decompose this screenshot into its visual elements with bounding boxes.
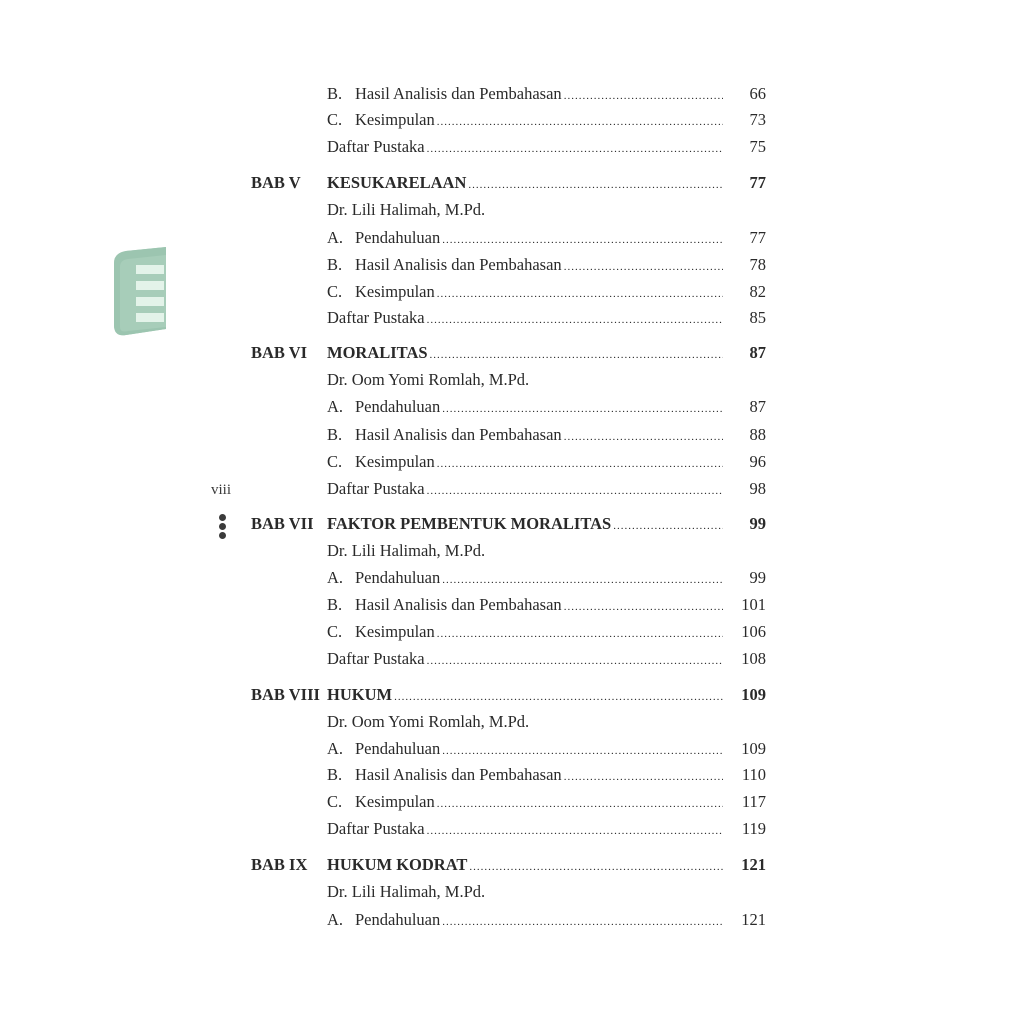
entry-title: Pendahuluan xyxy=(355,568,441,587)
entry-letter: B. xyxy=(327,425,343,444)
toc-entry xyxy=(327,108,723,132)
chapter-author xyxy=(0,198,1024,222)
toc-entry xyxy=(327,566,723,590)
chapter-heading[interactable] xyxy=(0,512,1024,536)
page-number-ref: 99 xyxy=(749,514,766,533)
entry-letter: C. xyxy=(327,452,343,471)
chapter-label: BAB VIII xyxy=(251,685,320,704)
author-name: Dr. Lili Halimah, M.Pd. xyxy=(327,541,486,560)
dot-leader xyxy=(564,599,723,615)
toc-entry xyxy=(327,683,723,707)
dot-leader xyxy=(437,286,723,302)
entry-letter: C. xyxy=(327,792,343,811)
entry-title: KESUKARELAAN xyxy=(327,173,467,192)
author-name: Dr. Lili Halimah, M.Pd. xyxy=(327,882,486,901)
dot-leader xyxy=(442,401,723,417)
toc-row[interactable] xyxy=(0,395,1024,419)
dot-leader xyxy=(427,312,723,328)
toc-row[interactable] xyxy=(0,108,1024,132)
page-number-ref: 121 xyxy=(741,855,766,874)
toc-entry xyxy=(327,135,723,159)
toc-entry xyxy=(327,817,723,841)
page-number-ref: 82 xyxy=(749,282,766,301)
entry-title: Pendahuluan xyxy=(355,228,441,247)
toc-row[interactable] xyxy=(0,566,1024,590)
page-number-ref: 87 xyxy=(749,397,766,416)
page-number-ref: 77 xyxy=(749,173,766,192)
entry-letter: B. xyxy=(327,84,343,103)
chapter-heading[interactable] xyxy=(0,171,1024,195)
page-number-ref: 108 xyxy=(741,649,766,668)
dot-leader xyxy=(437,796,723,812)
page-number-ref: 99 xyxy=(749,568,766,587)
toc-entry xyxy=(327,908,723,932)
entry-letter: A. xyxy=(327,739,344,758)
entry-title: Pendahuluan xyxy=(355,739,441,758)
toc-row[interactable] xyxy=(0,477,1024,501)
toc-row[interactable] xyxy=(0,226,1024,250)
dot-leader xyxy=(442,743,723,759)
page-number-ref: 87 xyxy=(749,343,766,362)
page-number-ref: 101 xyxy=(741,595,766,614)
page-number-ref: 96 xyxy=(749,452,766,471)
toc-entry xyxy=(327,226,723,250)
entry-title: Hasil Analisis dan Pembahasan xyxy=(355,425,562,444)
dot-leader xyxy=(468,177,723,193)
page-number-ref: 75 xyxy=(749,137,766,156)
dot-leader xyxy=(564,88,723,104)
page-number-ref: 66 xyxy=(749,84,766,103)
page-number-ref: 110 xyxy=(741,765,766,784)
entry-letter: A. xyxy=(327,568,344,587)
entry-letter: C. xyxy=(327,110,343,129)
toc-row[interactable] xyxy=(0,763,1024,787)
entry-title: HUKUM KODRAT xyxy=(327,855,468,874)
dot-leader xyxy=(427,823,723,839)
dot-leader xyxy=(427,141,723,157)
toc-entry xyxy=(327,82,723,106)
dot-leader xyxy=(394,689,723,705)
toc-row[interactable] xyxy=(0,908,1024,932)
chapter-label: BAB IX xyxy=(251,855,308,874)
chapter-author xyxy=(0,880,1024,904)
toc-entry xyxy=(327,253,723,277)
toc-row[interactable] xyxy=(0,423,1024,447)
toc-row[interactable] xyxy=(0,620,1024,644)
entry-title: HUKUM xyxy=(327,685,393,704)
toc-entry xyxy=(327,341,723,365)
toc-row[interactable] xyxy=(0,82,1024,106)
dot-leader xyxy=(613,518,723,534)
entry-letter: A. xyxy=(327,910,344,929)
dot-leader xyxy=(564,769,723,785)
toc-row[interactable] xyxy=(0,450,1024,474)
entry-title: Hasil Analisis dan Pembahasan xyxy=(355,595,562,614)
entry-letter: A. xyxy=(327,228,344,247)
page-number-ref: 73 xyxy=(749,110,766,129)
entry-title: Hasil Analisis dan Pembahasan xyxy=(355,84,562,103)
chapter-label: BAB VII xyxy=(251,514,314,533)
chapter-author xyxy=(0,539,1024,563)
page-number: viii xyxy=(211,482,232,498)
dot-leader xyxy=(469,859,723,875)
entry-title: Kesimpulan xyxy=(355,452,435,471)
entry-title: MORALITAS xyxy=(327,343,428,362)
toc-entry xyxy=(327,647,723,671)
page-number-ref: 77 xyxy=(749,228,766,247)
toc-entry xyxy=(327,620,723,644)
entry-title: Kesimpulan xyxy=(355,792,435,811)
page-number-ref: 98 xyxy=(749,479,766,498)
page-number-ref: 109 xyxy=(741,739,766,758)
entry-title: Hasil Analisis dan Pembahasan xyxy=(355,255,562,274)
entry-title: Kesimpulan xyxy=(355,282,435,301)
chapter-author xyxy=(0,368,1024,392)
toc-entry xyxy=(327,423,723,447)
toc-entry xyxy=(327,790,723,814)
dot-leader xyxy=(442,914,723,930)
toc-entry xyxy=(327,395,723,419)
dot-leader xyxy=(427,483,723,499)
author-name: Dr. Lili Halimah, M.Pd. xyxy=(327,200,486,219)
entry-title: Daftar Pustaka xyxy=(327,649,425,668)
page-number-ref: 119 xyxy=(741,819,766,838)
dot-leader xyxy=(437,114,723,130)
toc-row[interactable] xyxy=(0,253,1024,277)
toc-entry xyxy=(327,171,723,195)
dot-leader xyxy=(564,259,723,275)
page-number-ref: 121 xyxy=(741,910,766,929)
entry-letter: B. xyxy=(327,255,343,274)
page-number-ref: 109 xyxy=(741,685,766,704)
toc-row[interactable] xyxy=(0,135,1024,159)
entry-letter: C. xyxy=(327,282,343,301)
chapter-heading[interactable] xyxy=(0,683,1024,707)
chapter-label: BAB V xyxy=(251,173,301,192)
toc-row[interactable] xyxy=(0,280,1024,304)
toc-entry xyxy=(327,477,723,501)
page-number-ref: 106 xyxy=(741,622,766,641)
entry-title: Kesimpulan xyxy=(355,622,435,641)
author-name: Dr. Oom Yomi Romlah, M.Pd. xyxy=(327,712,530,731)
entry-title: Pendahuluan xyxy=(355,397,441,416)
dot-leader xyxy=(437,456,723,472)
page-number-ref: 117 xyxy=(741,792,766,811)
toc-row[interactable] xyxy=(0,817,1024,841)
entry-title: Daftar Pustaka xyxy=(327,819,425,838)
entry-title: Daftar Pustaka xyxy=(327,479,425,498)
dot-leader xyxy=(564,429,723,445)
toc-entry xyxy=(327,593,723,617)
toc-row[interactable] xyxy=(0,647,1024,671)
chapter-author xyxy=(0,710,1024,734)
dot-leader xyxy=(442,572,723,588)
toc-entry xyxy=(327,737,723,761)
toc-entry xyxy=(327,280,723,304)
toc-entry xyxy=(327,763,723,787)
entry-letter: A. xyxy=(327,397,344,416)
entry-letter: B. xyxy=(327,765,343,784)
page-number-ref: 88 xyxy=(749,425,766,444)
dot-leader xyxy=(442,232,723,248)
entry-letter: C. xyxy=(327,622,343,641)
chapter-label: BAB VI xyxy=(251,343,308,362)
entry-title: Daftar Pustaka xyxy=(327,137,425,156)
toc-entry xyxy=(327,306,723,330)
entry-title: Kesimpulan xyxy=(355,110,435,129)
entry-letter: B. xyxy=(327,595,343,614)
page-number-ref: 85 xyxy=(749,308,766,327)
toc-row[interactable] xyxy=(0,737,1024,761)
toc-row[interactable] xyxy=(0,306,1024,330)
toc-row[interactable] xyxy=(0,593,1024,617)
chapter-heading[interactable] xyxy=(0,341,1024,365)
entry-title: Hasil Analisis dan Pembahasan xyxy=(355,765,562,784)
chapter-heading[interactable] xyxy=(0,853,1024,877)
toc-entry xyxy=(327,450,723,474)
entry-title: FAKTOR PEMBENTUK MORALITAS xyxy=(327,514,612,533)
dot-leader xyxy=(430,347,723,363)
toc-row[interactable] xyxy=(0,790,1024,814)
entry-title: Daftar Pustaka xyxy=(327,308,425,327)
author-name: Dr. Oom Yomi Romlah, M.Pd. xyxy=(327,370,530,389)
page-number-ref: 78 xyxy=(749,255,766,274)
toc-entry xyxy=(327,512,723,536)
entry-title: Pendahuluan xyxy=(355,910,441,929)
dot-leader xyxy=(437,626,723,642)
toc-entry xyxy=(327,853,723,877)
dot-leader xyxy=(427,653,723,669)
